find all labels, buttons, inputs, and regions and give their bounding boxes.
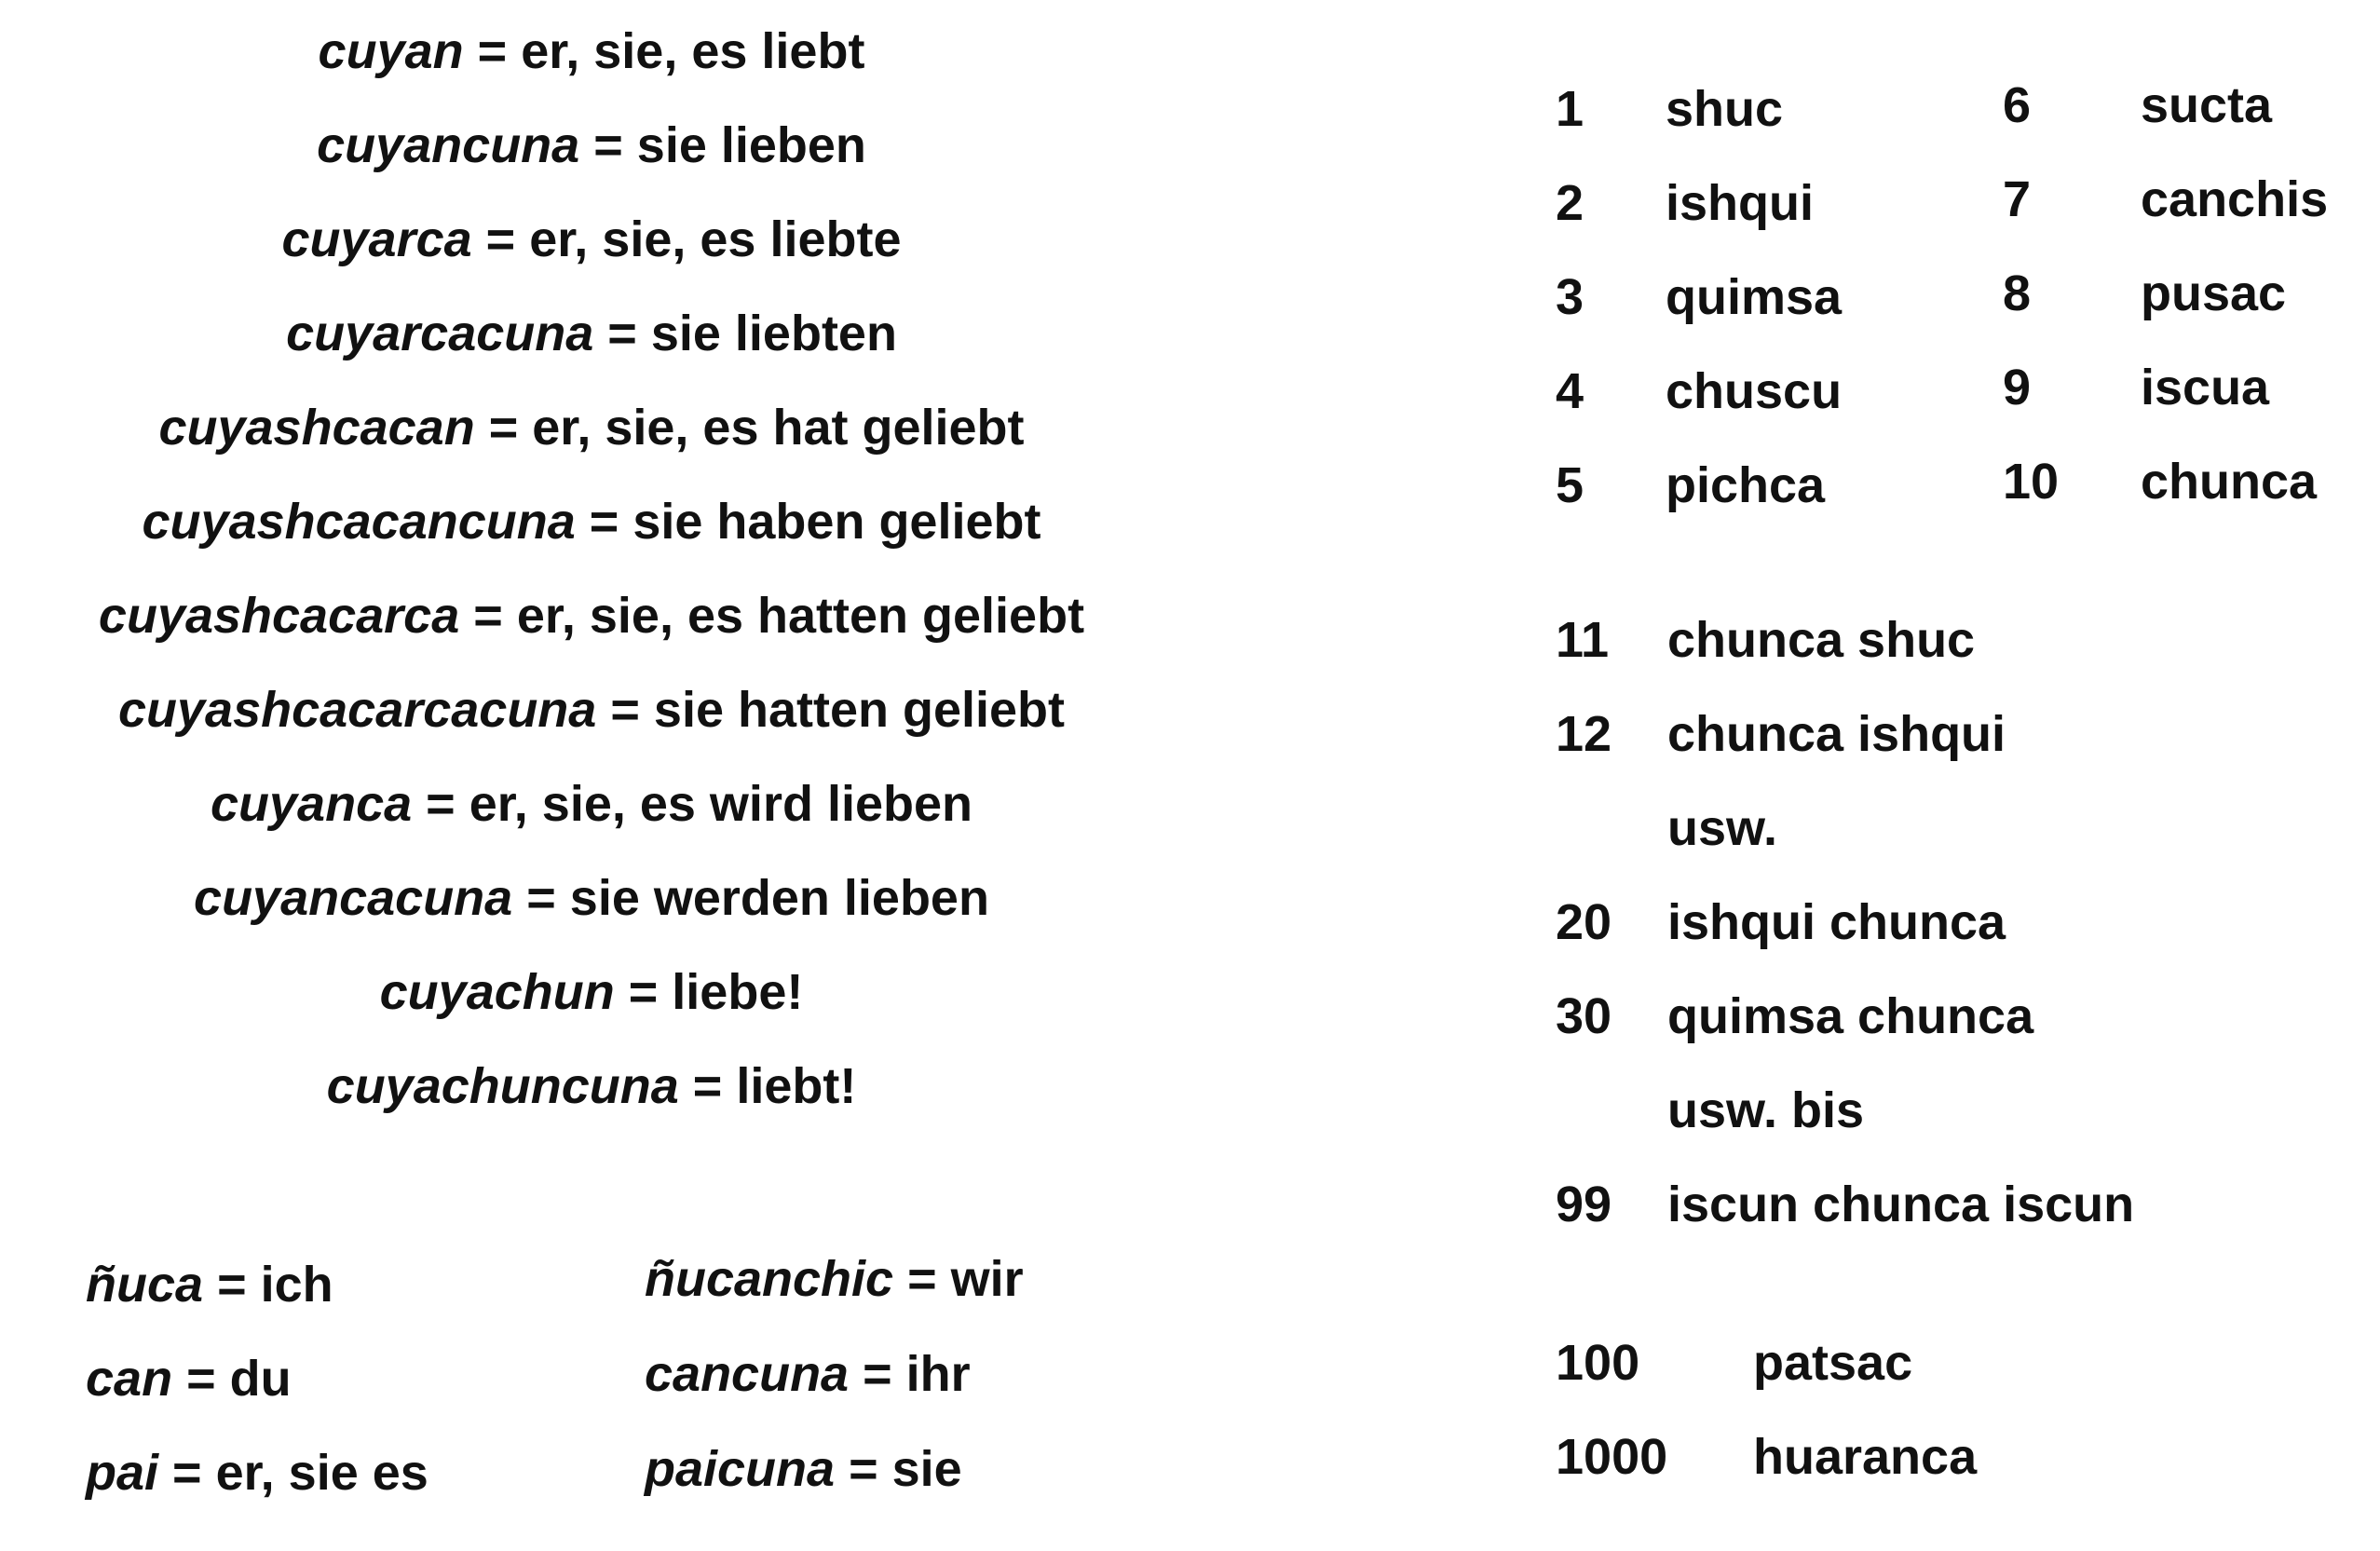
verb-term: cuyanca [211,776,413,832]
number-digit: 4 [1556,363,1584,419]
verb-row [0,211,1183,308]
number-digit: 100 [1556,1335,1640,1391]
equals-sign: = [607,306,637,361]
number-word: shuc [1666,81,1784,137]
number-digit: 20 [1556,894,1612,950]
equals-sign: = [473,588,503,644]
number-word: quimsa [1666,269,1843,325]
number-digit: 5 [1556,457,1584,513]
verb-row [0,402,1183,497]
equals-sign: = [589,494,619,550]
equals-sign: = [610,682,640,738]
verb-meaning: er, sie, es wird lieben [469,776,972,832]
verb-row [0,494,1183,591]
pronoun-meaning: wir [950,1251,1024,1307]
number-digit: 12 [1556,706,1612,762]
verb-meaning: liebe! [672,964,804,1020]
number-word: chunca ishqui [1667,706,2006,762]
number-digit: 3 [1556,269,1584,325]
equals-sign: = [485,211,516,267]
verb-row [0,308,1183,402]
verb-row [0,776,1183,873]
number-word: chunca [2141,454,2318,510]
number-word: ishqui chunca [1667,894,2006,950]
pronoun-term: can [86,1351,173,1407]
verb-term: cuyashcacancuna [142,494,576,550]
verb-term: cuyachun [379,964,615,1020]
equals-sign: = [863,1346,892,1402]
equals-sign: = [477,23,508,79]
verb-meaning: er, sie, es hatten geliebt [516,588,1085,644]
verb-meaning: sie hatten geliebt [653,682,1066,738]
pronoun-meaning: ihr [905,1346,971,1402]
verb-conjugation-list [0,23,1183,1155]
verb-term: cuyachuncuna [326,1058,679,1114]
verb-term: cuyarcacuna [286,306,594,361]
verb-term: cuyancuna [317,117,580,173]
equals-sign: = [217,1257,247,1313]
number-word: iscun chunca iscun [1667,1177,2135,1232]
verb-row [0,588,1183,685]
number-digit: 8 [2003,265,2032,321]
number-word: pichca [1666,457,1826,513]
number-word: pusac [2141,265,2287,321]
pronoun-entry [645,1346,971,1402]
number-word: chunca shuc [1667,612,1976,668]
verb-meaning: er, sie, es hat geliebt [532,400,1025,456]
number-digit: 11 [1556,612,1610,668]
number-word: chuscu [1666,363,1843,419]
verb-meaning: sie lieben [636,117,866,173]
verb-row [0,23,1183,120]
equals-sign: = [488,400,519,456]
number-word: huaranca [1753,1429,1978,1485]
number-word: ishqui [1666,175,1814,231]
pronoun-entry [86,1351,292,1407]
equals-sign: = [426,776,456,832]
number-digit: 7 [2003,171,2032,227]
pronoun-meaning: er, sie es [215,1445,428,1501]
equals-sign: = [849,1441,878,1497]
number-word: canchis [2141,171,2329,227]
verb-row [0,964,1183,1061]
verb-row [0,1058,1183,1155]
verb-meaning: er, sie, es liebte [529,211,902,267]
equals-sign: = [526,870,556,926]
pronoun-term: pai [86,1445,159,1501]
number-digit: 1000 [1556,1429,1668,1485]
equals-sign: = [907,1251,937,1307]
verb-term: cuyashcacan [158,400,475,456]
number-digit: 99 [1556,1177,1612,1232]
equals-sign: = [593,117,623,173]
number-word: iscua [2141,360,2270,415]
verb-meaning: liebt! [736,1058,857,1114]
verb-meaning: er, sie, es liebt [521,23,865,79]
verb-meaning: sie liebten [650,306,897,361]
number-digit: 2 [1556,175,1584,231]
pronoun-entry [86,1445,428,1501]
verb-row [0,117,1183,214]
equals-sign: = [628,964,659,1020]
verb-term: cuyancacuna [194,870,513,926]
equals-sign: = [692,1058,723,1114]
number-word: sucta [2141,77,2273,133]
verb-row [0,870,1183,967]
equals-sign: = [186,1351,216,1407]
verb-term: cuyarca [281,211,472,267]
verb-meaning: sie haben geliebt [632,494,1041,550]
verb-term: cuyashcacarcacuna [117,682,597,738]
equals-sign: = [172,1445,202,1501]
number-digit: 9 [2003,360,2032,415]
number-digit: 1 [1556,81,1584,137]
pronoun-term: paicuna [645,1441,836,1497]
verb-meaning: sie werden lieben [569,870,989,926]
number-word: usw. [1667,800,1778,856]
number-digit: 6 [2003,77,2032,133]
pronoun-meaning: sie [891,1441,962,1497]
pronoun-entry [645,1441,962,1497]
pronoun-meaning: du [229,1351,292,1407]
number-word: quimsa chunca [1667,988,2034,1044]
pronoun-meaning: ich [260,1257,333,1313]
number-digit: 10 [2003,454,2060,510]
number-word: patsac [1753,1335,1913,1391]
pronoun-entry [86,1257,333,1313]
verb-term: cuyashcacarca [98,588,460,644]
number-word: usw. bis [1667,1082,1865,1138]
pronoun-entry [645,1251,1024,1307]
pronoun-term: ñucanchic [645,1251,894,1307]
pronoun-term: ñuca [86,1257,204,1313]
pronoun-term: cancuna [645,1346,850,1402]
number-digit: 30 [1556,988,1612,1044]
verb-row [0,682,1183,779]
verb-term: cuyan [318,23,464,79]
